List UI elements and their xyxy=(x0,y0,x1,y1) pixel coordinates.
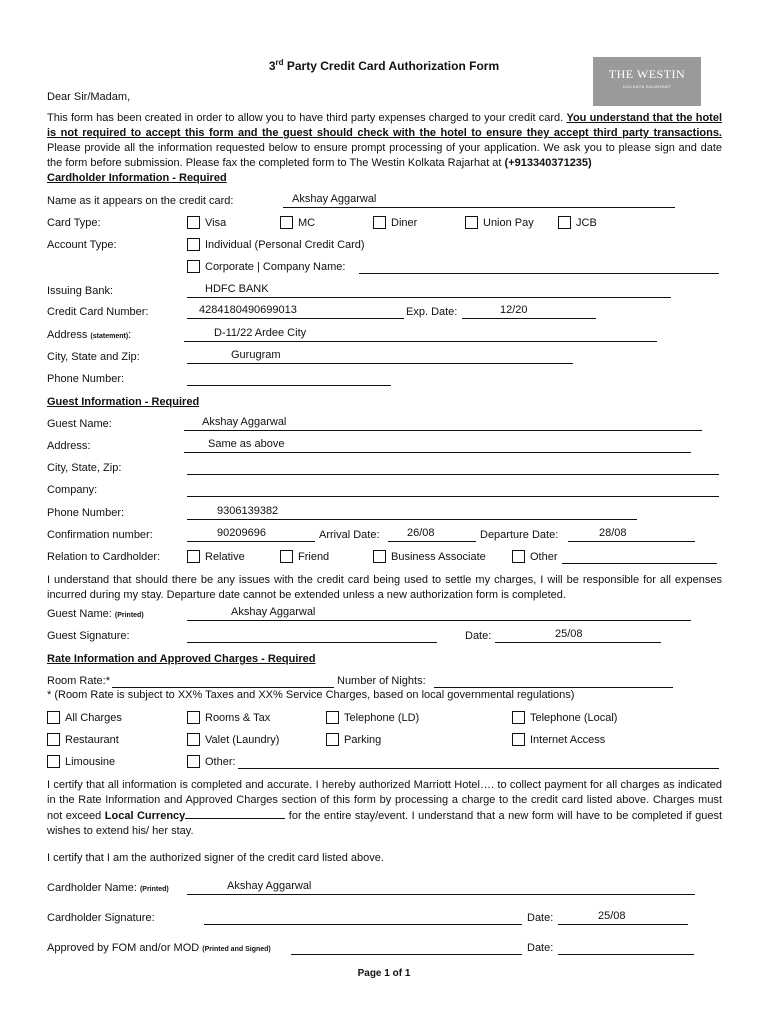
restaurant-checkbox[interactable] xyxy=(47,733,60,746)
guest-signature-label: Guest Signature: xyxy=(47,630,130,642)
friend-label: Friend xyxy=(298,551,330,563)
phone-label: Phone Number: xyxy=(47,373,125,385)
visa-checkbox[interactable] xyxy=(187,216,200,229)
guest-printed-name-field[interactable]: Akshay Aggarwal xyxy=(187,606,691,621)
guest-heading: Guest Information - Required xyxy=(47,396,200,408)
approved-by-label: Approved by FOM and/or MOD (Printed and Signed) xyxy=(47,942,271,954)
confirmation-label: Confirmation number: xyxy=(47,529,153,541)
telephone-ld-checkbox[interactable] xyxy=(326,711,339,724)
rooms-tax-label: Rooms & Tax xyxy=(205,712,271,724)
cardholder-date-field[interactable]: 25/08 xyxy=(558,910,688,925)
corporate-checkbox[interactable] xyxy=(187,260,200,273)
phone-field[interactable] xyxy=(187,371,391,386)
internet-access-checkbox[interactable] xyxy=(512,733,525,746)
greeting: Dear Sir/Madam, xyxy=(47,91,131,103)
all-charges-checkbox[interactable] xyxy=(47,711,60,724)
cardholder-printed-name-label: Cardholder Name: (Printed) xyxy=(47,882,169,894)
exp-date-label: Exp. Date: xyxy=(406,306,458,318)
telephone-local-checkbox[interactable] xyxy=(512,711,525,724)
page-number: Page 1 of 1 xyxy=(357,968,411,979)
guest-city-field[interactable] xyxy=(187,460,719,475)
company-label: Company: xyxy=(47,484,98,496)
cardholder-signature-label: Cardholder Signature: xyxy=(47,912,155,924)
mc-checkbox[interactable] xyxy=(280,216,293,229)
card-number-label: Credit Card Number: xyxy=(47,306,149,318)
rate-heading: Rate Information and Approved Charges - Required xyxy=(47,653,316,665)
parking-label: Parking xyxy=(344,734,382,746)
restaurant-label: Restaurant xyxy=(65,734,119,746)
relative-checkbox[interactable] xyxy=(187,550,200,563)
cardholder-name-label: Name as it appears on the credit card: xyxy=(47,195,234,207)
guest-address-label: Address: xyxy=(47,440,91,452)
address-field[interactable]: D-11/22 Ardee City xyxy=(184,327,657,342)
address-label: Address (statement): xyxy=(47,329,132,341)
nights-label: Number of Nights: xyxy=(337,675,426,687)
logo-brand: THE WESTIN xyxy=(608,67,686,81)
relation-label: Relation to Cardholder: xyxy=(47,551,161,563)
other-relation-checkbox[interactable] xyxy=(512,550,525,563)
diner-checkbox[interactable] xyxy=(373,216,386,229)
exp-date-field[interactable]: 12/20 xyxy=(462,304,596,319)
cardholder-printed-name-field[interactable]: Akshay Aggarwal xyxy=(187,880,695,895)
other-charge-label: Other: xyxy=(205,756,236,768)
rooms-tax-checkbox[interactable] xyxy=(187,711,200,724)
individual-label: Individual (Personal Credit Card) xyxy=(205,239,365,251)
union-pay-label: Union Pay xyxy=(483,217,534,229)
guest-printed-name-label: Guest Name: (Printed) xyxy=(47,608,144,620)
city-field[interactable]: Gurugram xyxy=(187,349,573,364)
departure-field[interactable]: 28/08 xyxy=(568,527,695,542)
company-field[interactable] xyxy=(187,482,719,497)
cardholder-name-field[interactable]: Akshay Aggarwal xyxy=(283,193,675,208)
card-number-field[interactable]: 4284180490699013 xyxy=(187,304,404,319)
card-type-label: Card Type: xyxy=(47,217,101,229)
limousine-checkbox[interactable] xyxy=(47,755,60,768)
mc-label: MC xyxy=(298,217,316,229)
city-label: City, State and Zip: xyxy=(47,351,140,363)
jcb-checkbox[interactable] xyxy=(558,216,571,229)
company-name-field[interactable] xyxy=(359,259,719,274)
business-associate-label: Business Associate xyxy=(391,551,486,563)
intro-paragraph: This form has been created in order to allow you to have third party expenses charged to your credit card. You understand that the hotel is not required to accept this form and the guest should check with the hotel to ensure they accept third party transactions. Please provide all the information requested below to ensure prompt processing of your application. We ask you to please sign and date the form before submission. Please fax the completed form to The Westin Kolkata Rajarhat at (+913340371235) xyxy=(47,112,723,169)
rate-note: * (Room Rate is subject to XX% Taxes and XX% Service Charges, based on local governmental regulations) xyxy=(47,689,575,701)
nights-field[interactable] xyxy=(434,673,673,688)
arrival-field[interactable]: 26/08 xyxy=(388,527,476,542)
form-title: 3rd Party Credit Card Authorization Form xyxy=(268,58,500,73)
all-charges-label: All Charges xyxy=(65,712,122,724)
diner-label: Diner xyxy=(391,217,418,229)
account-type-label: Account Type: xyxy=(47,239,117,251)
guest-date-label: Date: xyxy=(465,630,492,642)
room-rate-label: Room Rate:* xyxy=(47,675,110,687)
corporate-label: Corporate | Company Name: xyxy=(205,261,346,273)
logo-sub: KOLKATA RAJARHAT xyxy=(623,84,671,89)
cardholder-date-label: Date: xyxy=(527,912,554,924)
departure-label: Departure Date: xyxy=(480,529,559,541)
cardholder-heading: Cardholder Information - Required xyxy=(47,172,227,184)
internet-access-label: Internet Access xyxy=(530,734,606,746)
guest-date-field[interactable]: 25/08 xyxy=(495,628,661,643)
business-associate-checkbox[interactable] xyxy=(373,550,386,563)
confirmation-field[interactable]: 90209696 xyxy=(187,527,315,542)
room-rate-field[interactable] xyxy=(112,673,334,688)
visa-label: Visa xyxy=(205,217,227,229)
valet-checkbox[interactable] xyxy=(187,733,200,746)
jcb-label: JCB xyxy=(576,217,597,229)
telephone-local-label: Telephone (Local) xyxy=(530,712,618,724)
telephone-ld-label: Telephone (LD) xyxy=(344,712,420,724)
westin-logo xyxy=(593,57,701,106)
guest-phone-label: Phone Number: xyxy=(47,507,125,519)
relative-label: Relative xyxy=(205,551,245,563)
friend-checkbox[interactable] xyxy=(280,550,293,563)
guest-name-field[interactable]: Akshay Aggarwal xyxy=(184,416,702,431)
guest-signature-field[interactable] xyxy=(187,628,437,643)
limousine-label: Limousine xyxy=(65,756,116,768)
cardholder-signature-field[interactable] xyxy=(204,910,522,925)
other-relation-field[interactable] xyxy=(562,549,717,564)
guest-city-label: City, State, Zip: xyxy=(47,462,122,474)
approved-date-label: Date: xyxy=(527,942,554,954)
approved-date-field[interactable] xyxy=(558,940,694,955)
authorized-signer-text: I certify that I am the authorized signer of the credit card listed above. xyxy=(47,852,384,864)
individual-checkbox[interactable] xyxy=(187,238,200,251)
other-charge-field[interactable] xyxy=(238,754,719,769)
guest-phone-field[interactable]: 9306139382 xyxy=(187,505,637,520)
understand-paragraph: I understand that should there be any issues with the credit card being used to settle my charges, I will be responsible for all expenses incurred during my stay. Departure date cannot be extended unless a new authorization form is completed. xyxy=(47,574,722,601)
union-pay-checkbox[interactable] xyxy=(465,216,478,229)
guest-address-field[interactable]: Same as above xyxy=(184,438,691,453)
valet-label: Valet (Laundry) xyxy=(205,734,280,746)
issuing-bank-label: Issuing Bank: xyxy=(47,285,114,297)
other-charge-checkbox[interactable] xyxy=(187,755,200,768)
approved-by-field[interactable] xyxy=(291,940,522,955)
issuing-bank-field[interactable]: HDFC BANK xyxy=(187,283,671,298)
arrival-label: Arrival Date: xyxy=(319,529,380,541)
other-relation-label: Other xyxy=(530,551,558,563)
guest-name-label: Guest Name: xyxy=(47,418,112,430)
parking-checkbox[interactable] xyxy=(326,733,339,746)
certify-paragraph: I certify that all information is completed and accurate. I hereby authorized Marriott Hotel…. to collect payment for all charges as indicated in the Rate Information and Approved Charges section of this form by processing a charge to the credit card listed above. Charges must not exceed Local Currency for the entire stay/event. I understand that a new form will have to be completed if guest wishes to extend his/ her stay. xyxy=(47,779,722,837)
